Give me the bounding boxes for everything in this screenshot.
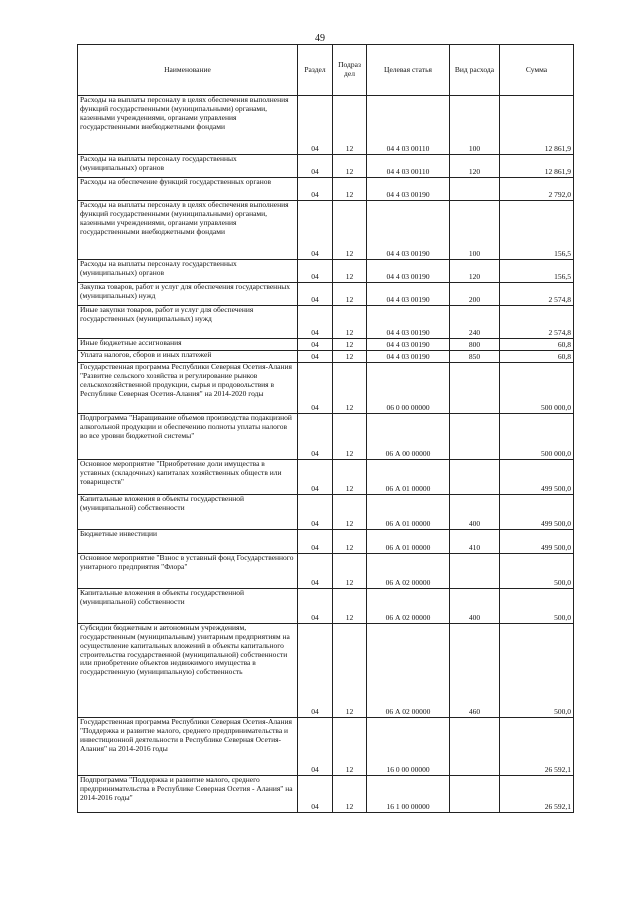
row-name-text: Капитальные вложения в объекты государственной (муниципальной) собственности — [80, 588, 245, 606]
row-target-article: 04 4 03 00190 — [367, 283, 450, 306]
row-name — [78, 554, 298, 589]
row-expense-type: 410 — [450, 530, 500, 554]
row-expense-type: 460 — [450, 624, 500, 718]
row-name-text: Субсидии бюджетным и автономным учреждениям, государственным (муниципальным) унитарным предприятиям на осуществление капитальных вложений в объекты капитального строительства государственной (муниципальной) собственности или приобретение объектов недвижимого имущества в государственную (муниципальную) собственность — [80, 623, 290, 677]
row-subsection: 12 — [333, 201, 367, 260]
row-sum: 500,0 — [500, 589, 574, 624]
row-name-text: Закупка товаров, работ и услуг для обеспечения государственных (муниципальных) нужд — [80, 282, 291, 300]
row-expense-type — [450, 776, 500, 813]
row-name-text: Подпрограмма "Наращивание объемов производства подакцизной алкогольной продукции и обеспечению полноты уплаты налогов во все уровни бюджетной системы" — [80, 413, 292, 440]
row-subsection: 12 — [333, 306, 367, 339]
row-target-article: 04 4 03 00190 — [367, 201, 450, 260]
row-name — [78, 776, 298, 813]
row-expense-type: 800 — [450, 339, 500, 351]
row-subsection: 12 — [333, 283, 367, 306]
row-name — [78, 363, 298, 414]
row-section: 04 — [298, 495, 333, 530]
row-name-text: Капитальные вложения в объекты государственной (муниципальной) собственности — [80, 494, 245, 512]
row-name — [78, 155, 298, 178]
row-subsection: 12 — [333, 155, 367, 178]
row-subsection: 12 — [333, 96, 367, 155]
row-name — [78, 178, 298, 201]
row-expense-type: 400 — [450, 495, 500, 530]
row-section: 04 — [298, 283, 333, 306]
row-sum: 26 592,1 — [500, 718, 574, 776]
row-section: 04 — [298, 718, 333, 776]
table-body — [78, 96, 574, 813]
header-subsection: Подраз дел — [333, 45, 367, 96]
table-row — [78, 363, 574, 414]
row-section: 04 — [298, 776, 333, 813]
row-subsection: 12 — [333, 530, 367, 554]
row-expense-type: 100 — [450, 96, 500, 155]
row-subsection: 12 — [333, 414, 367, 460]
row-subsection: 12 — [333, 178, 367, 201]
row-name — [78, 351, 298, 363]
row-sum: 26 592,1 — [500, 776, 574, 813]
row-expense-type: 200 — [450, 283, 500, 306]
row-sum: 60,8 — [500, 351, 574, 363]
row-target-article: 06 А 02 00000 — [367, 624, 450, 718]
row-subsection: 12 — [333, 624, 367, 718]
row-section: 04 — [298, 351, 333, 363]
row-section: 04 — [298, 414, 333, 460]
table-row — [78, 495, 574, 530]
row-name-text: Расходы на выплаты персоналу государственных (муниципальных) органов — [80, 259, 237, 277]
budget-table — [77, 44, 574, 813]
row-target-article: 06 А 02 00000 — [367, 589, 450, 624]
row-expense-type — [450, 718, 500, 776]
header-sum: Сумма — [500, 45, 574, 96]
row-name-text: Государственная программа Республики Северная Осетия-Алания "Развитие сельского хозяйства и регулирование рынков сельскохозяйственной продукции, сырья и продовольствия в Республике Северная Осетия-Алания" на 2014-2020 годы — [80, 362, 292, 398]
row-name-text: Расходы на выплаты персоналу в целях обеспечения выполнения функций государственными (муниципальными) органами, казенными учреждениями, органами управления государственными внебюджетными фондами — [80, 95, 289, 131]
row-section: 04 — [298, 624, 333, 718]
row-name-text: Государственная программа Республики Северная Осетия-Алания "Поддержка и развитие малого, среднего предпринимательства и инвестиционной деятельности в Республике Северная Осетия-Алания" на 2014-2016 годы — [80, 717, 292, 753]
row-sum: 499 500,0 — [500, 530, 574, 554]
row-target-article: 04 4 03 00110 — [367, 155, 450, 178]
row-sum: 156,5 — [500, 260, 574, 283]
row-name-text: Подпрограмма "Поддержка и развитие малого, среднего предпринимательства в Республике Северная Осетия - Алания" на 2014-2016 годы" — [80, 775, 293, 802]
row-expense-type — [450, 363, 500, 414]
row-subsection: 12 — [333, 776, 367, 813]
row-name — [78, 414, 298, 460]
row-sum: 2 574,8 — [500, 283, 574, 306]
table-row — [78, 554, 574, 589]
table-row — [78, 718, 574, 776]
row-sum: 499 500,0 — [500, 460, 574, 495]
row-expense-type — [450, 178, 500, 201]
table-row — [78, 624, 574, 718]
row-target-article: 04 4 03 00190 — [367, 339, 450, 351]
row-name — [78, 306, 298, 339]
row-name — [78, 718, 298, 776]
row-subsection: 12 — [333, 260, 367, 283]
row-section: 04 — [298, 260, 333, 283]
row-target-article: 04 4 03 00190 — [367, 260, 450, 283]
row-subsection: 12 — [333, 589, 367, 624]
row-name-text: Уплата налогов, сборов и иных платежей — [80, 350, 212, 359]
row-target-article: 16 0 00 00000 — [367, 718, 450, 776]
table-row — [78, 96, 574, 155]
row-expense-type: 240 — [450, 306, 500, 339]
table-row — [78, 351, 574, 363]
table-header-row — [78, 45, 574, 96]
row-name — [78, 460, 298, 495]
row-name — [78, 589, 298, 624]
row-target-article: 04 4 03 00190 — [367, 178, 450, 201]
row-expense-type: 100 — [450, 201, 500, 260]
row-name-text: Иные бюджетные ассигнования — [80, 338, 182, 347]
row-section: 04 — [298, 155, 333, 178]
row-name-text: Расходы на выплаты персоналу государственных (муниципальных) органов — [80, 154, 237, 172]
header-section: Раздел — [298, 45, 333, 96]
row-subsection: 12 — [333, 339, 367, 351]
header-target-article: Целевая статья — [367, 45, 450, 96]
row-name — [78, 260, 298, 283]
row-section: 04 — [298, 339, 333, 351]
row-section: 04 — [298, 554, 333, 589]
row-expense-type: 850 — [450, 351, 500, 363]
row-expense-type: 400 — [450, 589, 500, 624]
row-section: 04 — [298, 178, 333, 201]
table-row — [78, 306, 574, 339]
table-row — [78, 589, 574, 624]
table-row — [78, 776, 574, 813]
row-target-article: 06 А 00 00000 — [367, 414, 450, 460]
row-target-article: 04 4 03 00190 — [367, 306, 450, 339]
page-number: 49 — [315, 33, 325, 44]
row-name — [78, 624, 298, 718]
row-expense-type — [450, 460, 500, 495]
row-sum: 2 792,0 — [500, 178, 574, 201]
row-target-article: 06 А 01 00000 — [367, 495, 450, 530]
row-name — [78, 530, 298, 554]
row-name-text: Основное мероприятие "Приобретение доли имущества в уставных (складочных) капиталах хозяйственных обществ или товариществ" — [80, 459, 282, 486]
row-subsection: 12 — [333, 460, 367, 495]
table-row — [78, 530, 574, 554]
row-name — [78, 495, 298, 530]
row-subsection: 12 — [333, 363, 367, 414]
table-row — [78, 339, 574, 351]
row-target-article: 06 А 01 00000 — [367, 460, 450, 495]
row-target-article: 06 А 01 00000 — [367, 530, 450, 554]
row-name — [78, 201, 298, 260]
row-section: 04 — [298, 363, 333, 414]
row-subsection: 12 — [333, 495, 367, 530]
row-name-text: Расходы на выплаты персоналу в целях обеспечения выполнения функций государственными (муниципальными) органами, казенными учреждениями, органами управления государственными внебюджетными фондами — [80, 200, 289, 236]
table-row — [78, 155, 574, 178]
table-row — [78, 283, 574, 306]
row-sum: 156,5 — [500, 201, 574, 260]
row-name — [78, 339, 298, 351]
row-sum: 12 861,9 — [500, 96, 574, 155]
row-expense-type: 120 — [450, 155, 500, 178]
row-expense-type — [450, 414, 500, 460]
row-sum: 500,0 — [500, 624, 574, 718]
row-target-article: 04 4 03 00190 — [367, 351, 450, 363]
row-name-text: Основное мероприятие "Взнос в уставный фонд Государственного унитарного предприятия "Флора" — [80, 553, 294, 571]
row-sum: 2 574,8 — [500, 306, 574, 339]
table-row — [78, 260, 574, 283]
row-section: 04 — [298, 460, 333, 495]
row-section: 04 — [298, 589, 333, 624]
row-expense-type — [450, 554, 500, 589]
row-section: 04 — [298, 201, 333, 260]
table-row — [78, 460, 574, 495]
row-sum: 499 500,0 — [500, 495, 574, 530]
row-section: 04 — [298, 96, 333, 155]
row-target-article: 04 4 03 00110 — [367, 96, 450, 155]
row-subsection: 12 — [333, 718, 367, 776]
row-target-article: 06 А 02 00000 — [367, 554, 450, 589]
table-row — [78, 178, 574, 201]
row-name — [78, 96, 298, 155]
row-sum: 12 861,9 — [500, 155, 574, 178]
table-row — [78, 414, 574, 460]
row-subsection: 12 — [333, 351, 367, 363]
row-target-article: 16 1 00 00000 — [367, 776, 450, 813]
header-name: Наименование — [78, 45, 298, 96]
row-sum: 60,8 — [500, 339, 574, 351]
header-expense-type: Вид расхода — [450, 45, 500, 96]
row-sum: 500 000,0 — [500, 414, 574, 460]
row-section: 04 — [298, 306, 333, 339]
row-expense-type: 120 — [450, 260, 500, 283]
row-subsection: 12 — [333, 554, 367, 589]
row-target-article: 06 0 00 00000 — [367, 363, 450, 414]
row-name-text: Расходы на обеспечение функций государственных органов — [80, 177, 272, 186]
row-section: 04 — [298, 530, 333, 554]
table-row — [78, 201, 574, 260]
row-name — [78, 283, 298, 306]
row-sum: 500 000,0 — [500, 363, 574, 414]
row-sum: 500,0 — [500, 554, 574, 589]
row-name-text: Бюджетные инвестиции — [80, 529, 157, 538]
row-name-text: Иные закупки товаров, работ и услуг для обеспечения государственных (муниципальных) нужд — [80, 305, 254, 323]
